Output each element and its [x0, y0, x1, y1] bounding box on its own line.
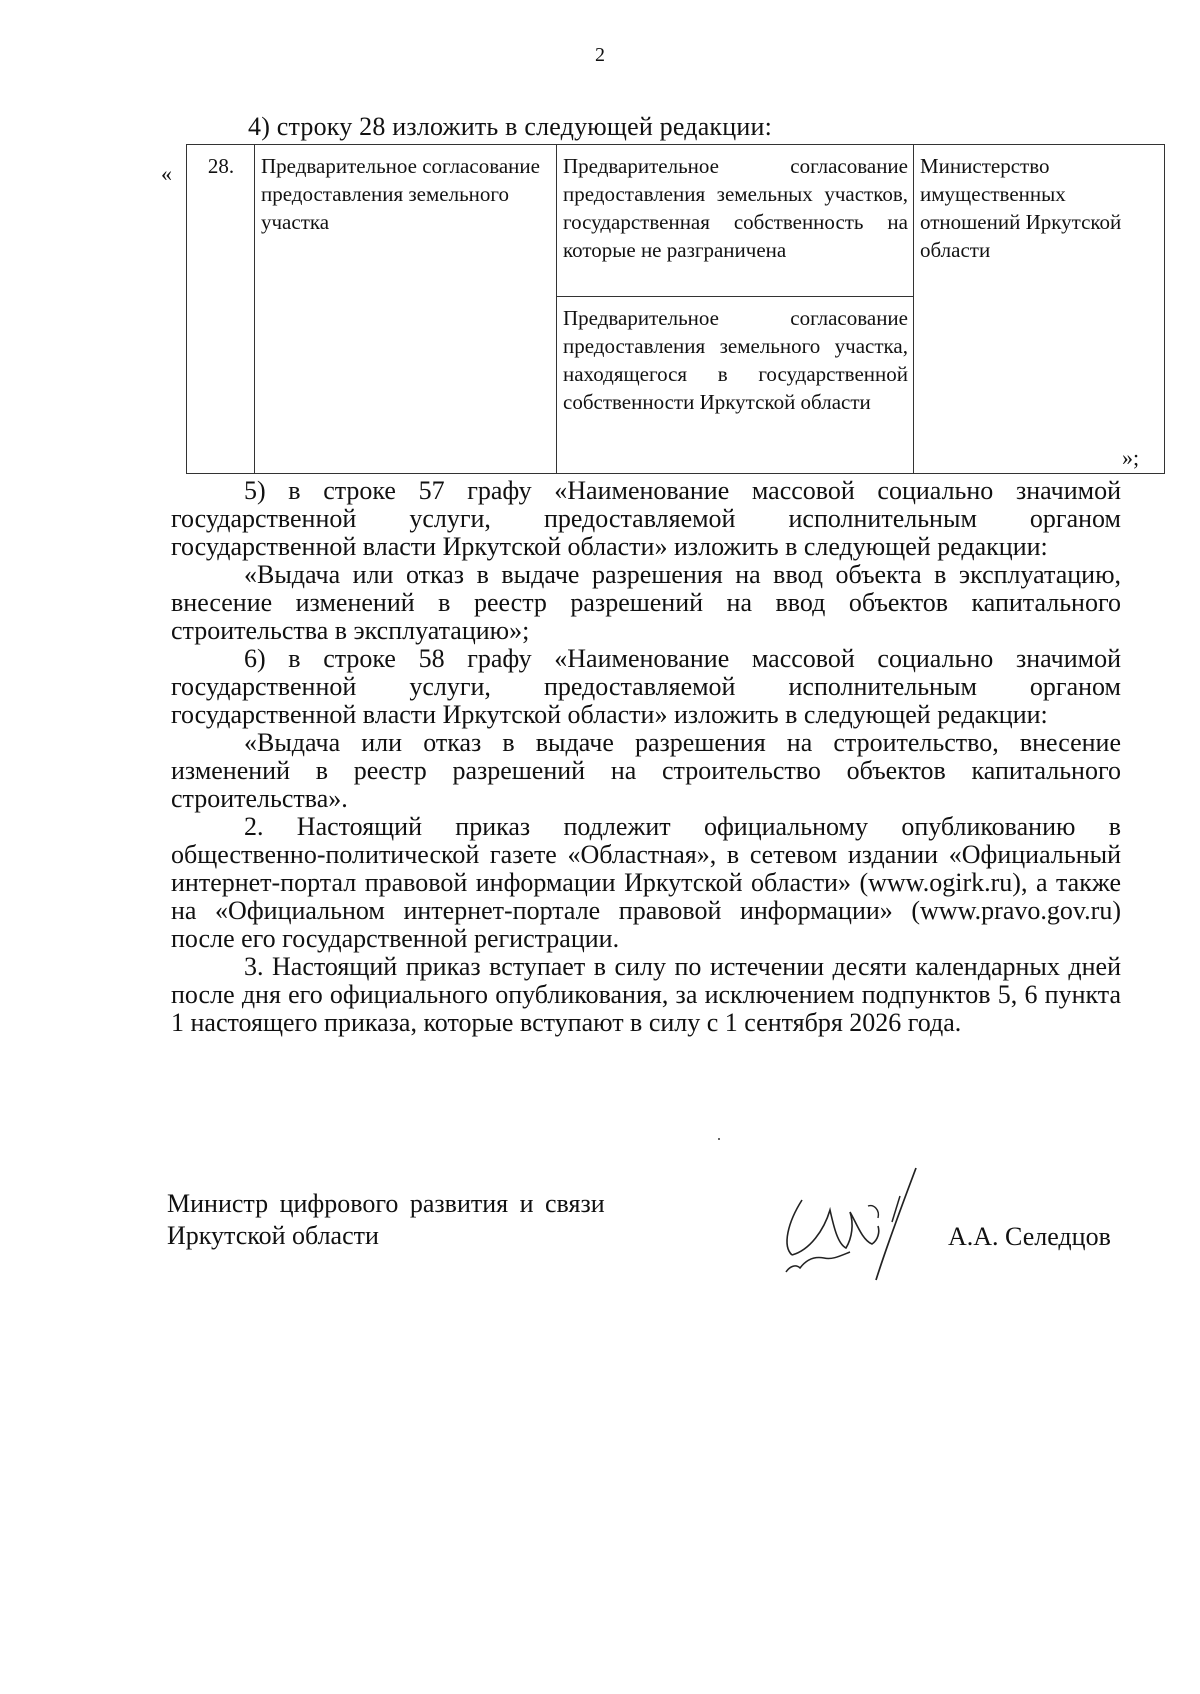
subservice-2: Предварительное согласование предоставления земельного участка, находящегося в государственной собственности Иркутской области: [557, 297, 914, 474]
body-text: [171, 477, 1121, 1037]
paragraph-item-6-text: «Выдача или отказ в выдаче разрешения на строительство, внесение изменений в реестр разрешений на строительство объектов капитального строительства».: [171, 728, 1121, 813]
paragraph-item-5: 5) в строке 57 графу «Наименование массовой социально значимой государственной услуги, предоставляемой исполнительным органом государственной власти Иркутской области» изложить в следующей редакции:: [171, 476, 1121, 561]
signer-name: А.А. Селедцов: [948, 1222, 1111, 1251]
intro-line: 4) строку 28 изложить в следующей редакции:: [248, 112, 773, 141]
signer-title-line1: Министр цифрового развития и связи: [167, 1189, 605, 1218]
scan-speck: [718, 1138, 720, 1140]
service-name: Предварительное согласование предоставления земельного участка: [255, 145, 557, 474]
row-number: 28.: [187, 145, 255, 474]
table-row: [187, 145, 1165, 297]
page-number: 2: [595, 44, 605, 66]
paragraph-point-2: 2. Настоящий приказ подлежит официальному опубликованию в общественно-политической газете «Областная», в сетевом издании «Официальный интернет-портал правовой информации Иркутской области» (www.ogirk.ru), а также на «Официальном интернет-портале правовой информации» (www.pravo.gov.ru) после его государственной регистрации.: [171, 812, 1121, 953]
signer-title: [167, 1188, 605, 1252]
subservice-1: Предварительное согласование предоставления земельных участков, государственная собственность на которые не разграничена: [557, 145, 914, 297]
paragraph-item-5-text: «Выдача или отказ в выдаче разрешения на ввод объекта в эксплуатацию, внесение изменений в реестр разрешений на ввод объектов капитального строительства в эксплуатацию»;: [171, 560, 1121, 645]
ministry-name: Министерство имущественных отношений Иркутской области: [914, 145, 1165, 474]
services-table: [186, 144, 1165, 474]
quote-open: «: [161, 161, 172, 186]
handwritten-signature: [780, 1160, 950, 1300]
paragraph-item-6: 6) в строке 58 графу «Наименование массовой социально значимой государственной услуги, предоставляемой исполнительным органом государственной власти Иркутской области» изложить в следующей редакции:: [171, 644, 1121, 729]
quote-close: »;: [1122, 445, 1140, 470]
signer-title-line2: Иркутской области: [167, 1221, 379, 1250]
paragraph-point-3: 3. Настоящий приказ вступает в силу по истечении десяти календарных дней после дня его официального опубликования, за исключением подпунктов 5, 6 пункта 1 настоящего приказа, которые вступают в силу с 1 сентября 2026 года.: [171, 952, 1121, 1037]
